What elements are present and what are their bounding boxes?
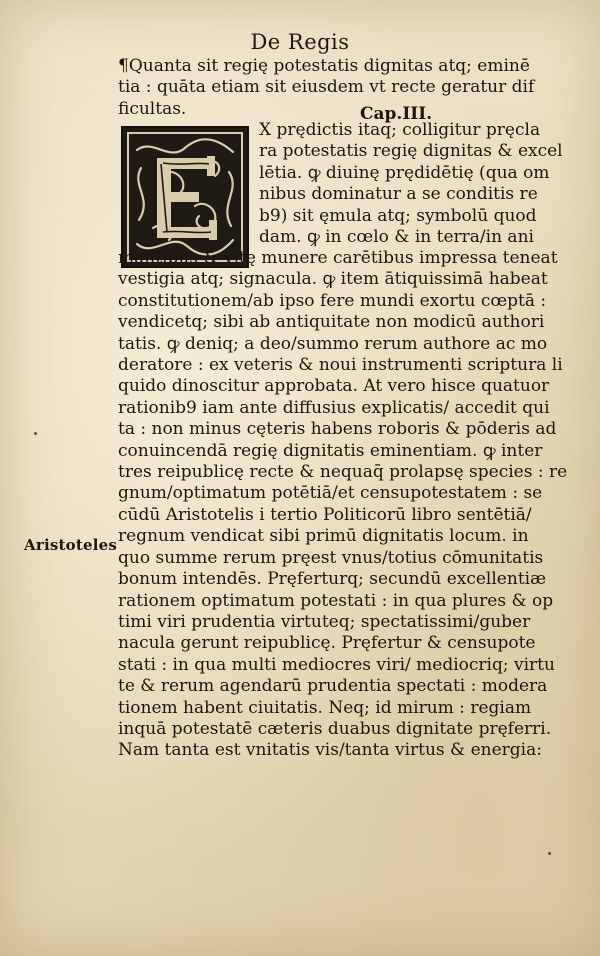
- text-line: vestigia atq; signacula. ꝙ item ātiquissimā habeat: [118, 269, 548, 290]
- text-line: tres reipublicę recte & nequaq̄ prolapsę species : re: [118, 462, 568, 483]
- text-line: gnum/optimatum potētiā/et censupotestatem : se: [118, 483, 543, 504]
- text-line: b9) sit ęmula atq; symbolū quod: [259, 205, 537, 226]
- text-beside-initial: [259, 120, 563, 248]
- text-line: rationem optimatum potestati : in qua plures & op: [118, 590, 554, 611]
- text-line: mantibus & vitę munere carētibus impressa teneat: [118, 248, 558, 268]
- heading-line-2: tia : quāta etiam sit eiusdem vt recte geratur dif: [118, 77, 535, 98]
- paper-speck: [548, 852, 551, 855]
- text-line: vendicetq; sibi ab antiquitate non modicū authori: [118, 312, 545, 333]
- chapter-heading: [118, 56, 558, 120]
- text-line: inquā potestatē cæteris duabus dignitate pręferri.: [118, 718, 552, 739]
- woodcut-initial-icon: [123, 128, 247, 266]
- chapter-number: Cap.III.: [360, 104, 433, 124]
- marginal-note: Aristoteles: [24, 536, 117, 554]
- text-line: tionem habent ciuitatis. Neq; id mirum : regiam: [118, 697, 532, 718]
- text-line: te & rerum agendarū prudentia spectati : modera: [118, 676, 548, 697]
- heading-line-3: ficultas.: [118, 98, 187, 119]
- main-text-block: [118, 248, 568, 762]
- text-line: nibus dominatur a se conditis re: [259, 184, 538, 205]
- text-line: Nam tanta est vnitatis vis/tanta virtus & energia:: [118, 740, 542, 761]
- text-line: X prędictis itaq; colligitur pręcla: [259, 120, 541, 140]
- text-line: quo summe rerum pręest vnus/totius cōmunitatis: [118, 547, 544, 568]
- text-line: quido dinoscitur approbata. At vero hisce quatuor: [118, 376, 550, 397]
- paper-speck: [34, 432, 37, 435]
- decorated-initial-e: [121, 126, 249, 268]
- text-line: nacula gerunt reipublicę. Pręfertur & censupote: [118, 633, 536, 654]
- text-line: lētia. ꝙ diuinę prędidētię (qua om: [259, 162, 550, 183]
- heading-line-1: ¶Quanta sit regię potestatis dignitas atq; eminē: [118, 56, 530, 76]
- text-line: stati : in qua multi mediocres viri/ mediocriq; virtu: [118, 654, 555, 675]
- text-line: rationib9 iam ante diffusius explicatis/ accedit qui: [118, 397, 550, 418]
- text-line: bonum intendēs. Pręferturq; secundū excellentiæ: [118, 569, 547, 590]
- text-line: deratore : ex veteris & noui instrumenti scriptura li: [118, 355, 563, 376]
- running-head: De Regis: [250, 30, 350, 54]
- text-line: conuincendā regię dignitatis eminentiam. ꝙ inter: [118, 440, 543, 461]
- text-line: ra potestatis regię dignitas & excel: [259, 141, 563, 162]
- text-line: regnum vendicat sibi primū dignitatis locum. in: [118, 526, 529, 547]
- text-line: dam. ꝙ in cœlo & in terra/in ani: [259, 227, 534, 248]
- text-line: timi viri prudentia virtuteq; spectatissimi/guber: [118, 611, 531, 632]
- text-line: cūdū Aristotelis i tertio Politicorū libro sentētiā/: [118, 504, 532, 525]
- text-line: constitutionem/ab ipso fere mundi exortu cœptā :: [118, 290, 547, 311]
- text-line: tatis. ꝙ deniq; a deo/summo rerum authore ac mo: [118, 333, 548, 354]
- text-line: ta : non minus cęteris habens roboris & pōderis ad: [118, 419, 557, 440]
